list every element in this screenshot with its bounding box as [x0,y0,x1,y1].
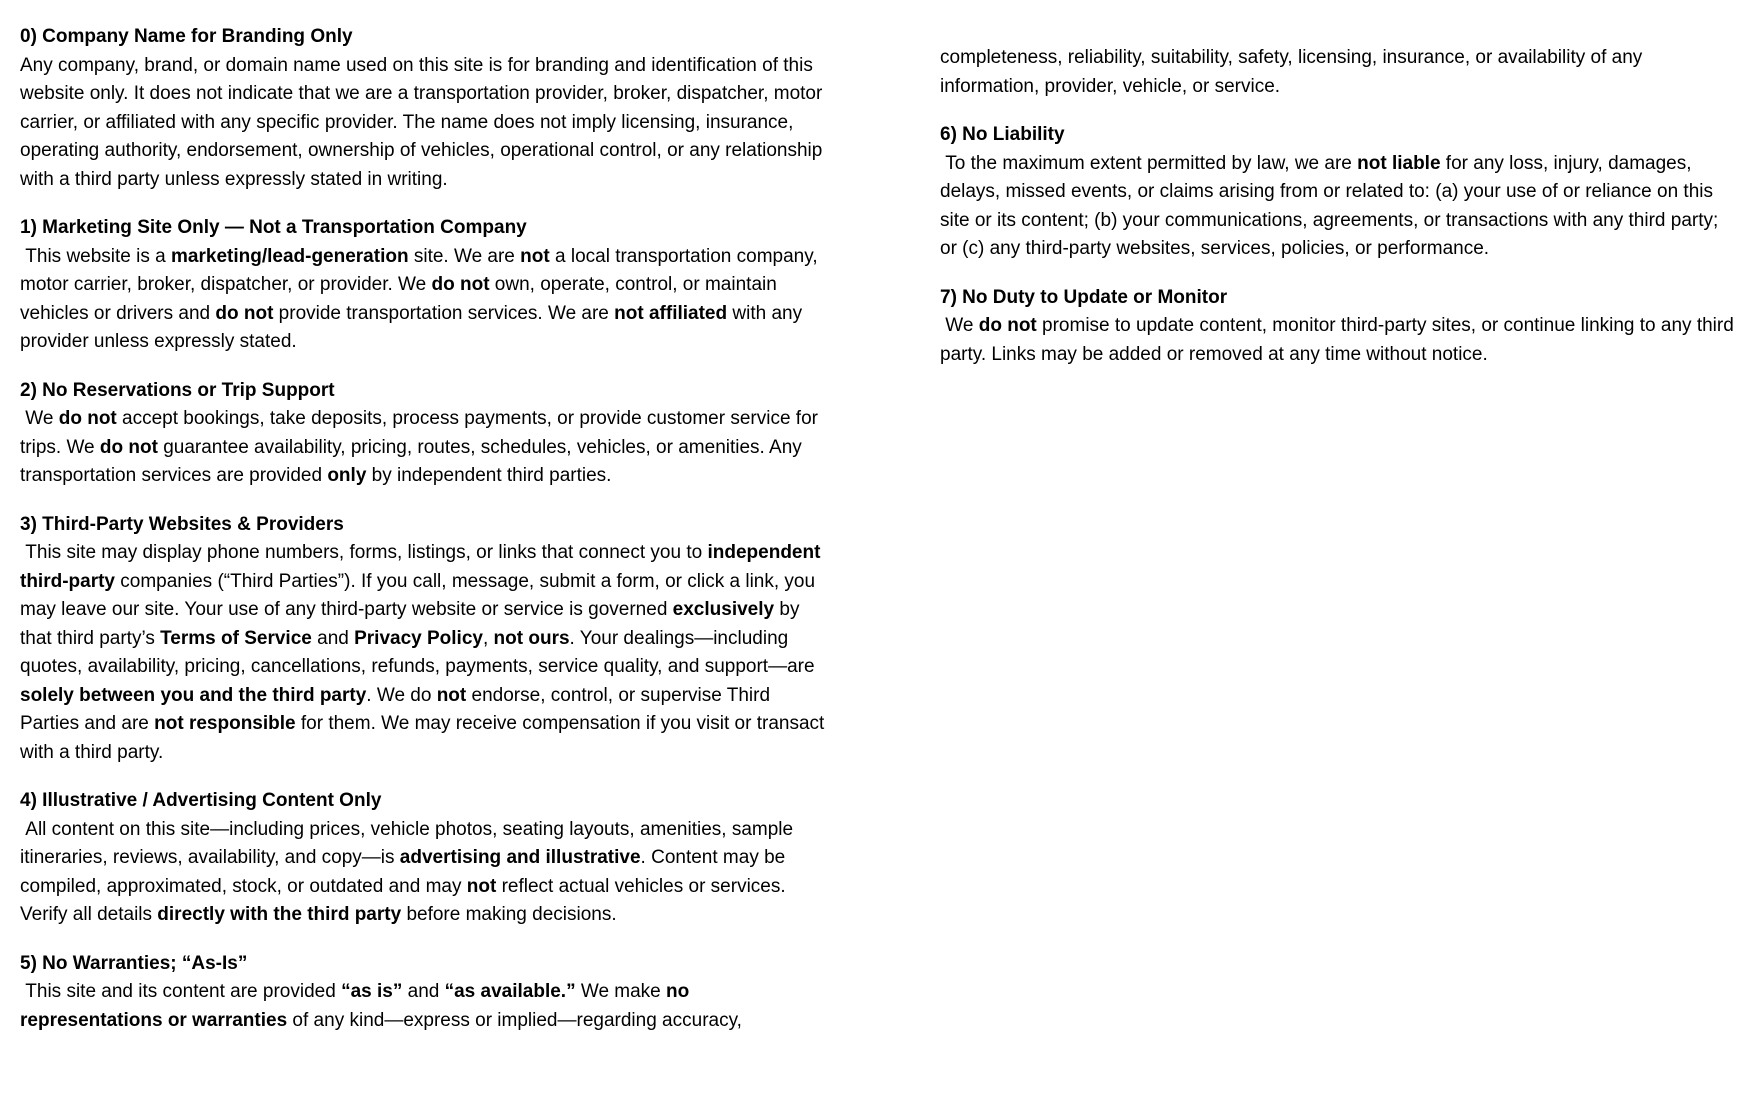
text-segment: a local transportation company, motor carrier, broker, dispatcher, or provider. We [20,245,823,295]
text-segment: This site and its content are provided [20,981,342,1002]
text-segment-bold: do not [215,302,274,324]
text-segment: for them. We may receive compensation if you visit or transact with a third party. [20,713,830,763]
section-body [20,405,828,491]
text-segment-bold: independent third-party [20,542,826,592]
disclaimer-section [20,377,828,491]
text-segment-bold: only [327,465,367,486]
section-heading: 4) Illustrative / Advertising Content Only [20,790,382,811]
section-body [940,150,1740,264]
text-segment: for any loss, injury, damages, delays, missed events, or claims arising from or related to: (a) your use of or reliance on this site or its content; (b) your communications, agreements, or transactions with any third party; or (c) any third-party websites, services, policies, or performance. [940,152,1724,259]
disclaimer-section [20,950,828,1036]
text-segment-bold: not responsible [154,713,296,734]
text-segment-bold: “as is” [341,981,403,1002]
text-segment-bold: directly with the third party [157,904,402,925]
disclaimer-section [20,214,828,357]
text-segment-bold: advertising and illustrative [399,847,641,868]
text-segment: provide transportation services. We are [273,302,615,324]
text-segment: This site may display phone numbers, forms, listings, or links that connect you to [20,542,708,563]
text-segment-bold: marketing/lead-generation [171,245,409,267]
section-heading: 5) No Warranties; “As-Is” [20,952,248,974]
text-segment: We [20,408,59,429]
section-body [940,312,1740,369]
text-segment: own, operate, control, or maintain vehicles or drivers and [20,274,783,324]
text-segment: by that third party’s [20,599,805,649]
text-segment: with any provider unless expressly stated. [20,302,808,352]
text-segment-bold: solely between you and the third party [20,684,367,706]
text-segment: We [940,315,979,336]
text-segment-bold: not ours [493,627,570,649]
text-segment: . We do [366,684,437,706]
text-segment-bold: not [436,684,467,706]
text-segment-bold: do not [978,315,1037,336]
text-segment: guarantee availability, pricing, routes, schedules, vehicles, or amenities. Any transportation services are provided [20,436,808,486]
text-segment: and [402,981,445,1002]
text-segment: by independent third parties. [366,465,612,486]
text-segment-bold: not [520,245,550,267]
text-segment: Any company, brand, or domain name used on this site is for branding and identification of this website only. It does not indicate that we are a transportation provider, broker, dispatcher, motor carrier, or affiliated with any specific provider. The name does not imply licensing, insurance, operating authority, endorsement, ownership of vehicles, operational control, or any relationship with a third party unless expressly stated in writing. [20,54,828,190]
text-segment-bold: do not [99,436,158,458]
right-column [940,23,1740,389]
text-segment-bold: Terms of Service [160,627,312,649]
disclaimer-section [20,511,828,768]
section-heading: 2) No Reservations or Trip Support [20,379,335,401]
text-segment-bold: do not [58,408,117,429]
section-body [20,243,828,357]
section-body [20,539,828,767]
text-segment-bold: not liable [1357,152,1441,174]
disclaimer-section [940,284,1740,370]
text-segment: site. We are [408,245,521,267]
text-segment-bold: no representations or warranties [20,981,695,1031]
section-body [20,816,828,930]
text-segment: companies (“Third Parties”). If you call, message, submit a form, or click a link, you may leave our site. Your use of any third-party website or service is governed [20,570,821,620]
text-segment-bold: not affiliated [614,302,728,324]
section-body [20,52,828,195]
disclaimer-section [940,44,1740,101]
disclaimer-section [20,23,828,194]
section-heading: 7) No Duty to Update or Monitor [940,286,1228,308]
text-segment: To the maximum extent permitted by law, we are [940,152,1358,174]
text-segment: endorse, control, or supervise Third Parties and are [20,684,776,734]
text-segment: All content on this site—including prices, vehicle photos, seating layouts, amenities, sample itineraries, reviews, availability, and copy—is [20,818,799,868]
text-segment-bold: exclusively [672,599,775,620]
disclaimer-section [20,787,828,930]
text-segment: , [482,627,494,649]
text-segment: reflect actual vehicles or services. Verify all details [20,875,791,925]
section-heading: 1) Marketing Site Only — Not a Transportation Company [20,217,527,238]
text-segment: This website is a [20,245,172,267]
section-heading: 6) No Liability [940,124,1065,145]
section-body [20,978,828,1035]
section-body-continuation [940,44,1740,101]
text-segment-bold: “as available.” [444,981,576,1002]
text-segment: completeness, reliability, suitability, safety, licensing, insurance, or availability of any information, provider, vehicle, or service. [940,47,1648,97]
text-segment: We make [575,981,667,1002]
section-heading: 3) Third-Party Websites & Providers [20,513,344,535]
section-heading: 0) Company Name for Branding Only [20,26,353,47]
text-segment: promise to update content, monitor third-party sites, or continue linking to any third party. Links may be added or removed at any time without notice. [940,315,1740,365]
text-segment: before making decisions. [401,904,617,925]
text-segment: and [311,627,355,649]
text-segment: . Your dealings—including quotes, availability, pricing, cancellations, refunds, payments, service quality, and support—are [20,627,820,677]
text-segment: accept bookings, take deposits, process payments, or provide customer service for trips. We [20,408,824,458]
left-column [20,23,828,1055]
disclaimer-section [940,121,1740,264]
text-segment-bold: do not [431,274,490,295]
text-segment-bold: Privacy Policy [354,627,483,649]
text-segment: of any kind—express or implied—regarding accuracy, [287,1009,742,1031]
text-segment-bold: not [466,875,497,897]
text-segment: . Content may be compiled, approximated, stock, or outdated and may [20,847,791,897]
